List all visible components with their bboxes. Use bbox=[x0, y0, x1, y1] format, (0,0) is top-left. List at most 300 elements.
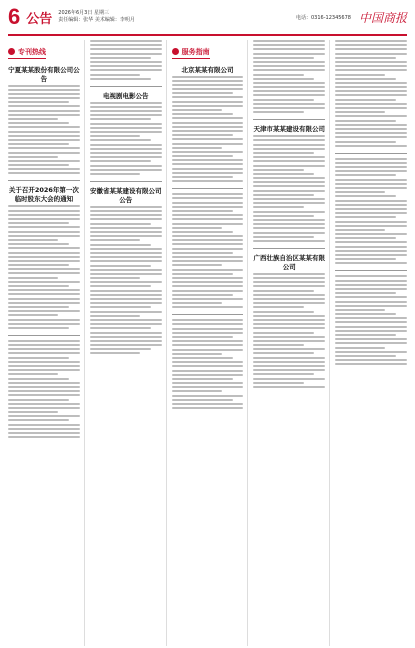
text-line bbox=[335, 90, 407, 92]
text-line bbox=[90, 252, 162, 254]
text-line bbox=[90, 127, 162, 129]
notice-title: 广西壮族自治区某某有限公司 bbox=[253, 253, 326, 271]
text-line bbox=[90, 118, 151, 120]
text-line bbox=[172, 218, 244, 220]
text-line bbox=[335, 120, 396, 122]
text-line bbox=[172, 92, 233, 94]
text-line bbox=[172, 328, 244, 330]
text-line bbox=[90, 123, 162, 125]
text-line bbox=[8, 160, 80, 162]
text-line bbox=[90, 306, 151, 308]
text-line bbox=[253, 152, 314, 154]
text-line bbox=[253, 198, 325, 200]
text-line bbox=[90, 273, 162, 275]
text-line bbox=[335, 321, 407, 323]
text-line bbox=[172, 336, 233, 338]
notice-divider bbox=[172, 188, 244, 189]
text-line bbox=[172, 197, 244, 199]
text-line bbox=[253, 344, 303, 346]
text-line bbox=[253, 156, 325, 158]
text-line bbox=[8, 323, 80, 325]
text-line bbox=[335, 195, 396, 197]
text-line bbox=[90, 169, 162, 171]
text-line bbox=[8, 235, 80, 237]
text-line bbox=[8, 272, 80, 274]
text-line bbox=[335, 326, 407, 328]
text-line bbox=[253, 373, 314, 375]
text-line bbox=[335, 334, 396, 336]
notice-body bbox=[172, 76, 244, 183]
text-line bbox=[172, 214, 244, 216]
text-line bbox=[335, 212, 407, 214]
text-line bbox=[335, 241, 407, 243]
section-marker-icon bbox=[8, 48, 15, 55]
text-line bbox=[172, 357, 233, 359]
text-line bbox=[90, 69, 162, 71]
text-line bbox=[172, 277, 244, 279]
text-line bbox=[8, 289, 80, 291]
text-line bbox=[172, 155, 233, 157]
text-line bbox=[172, 340, 244, 342]
text-line bbox=[172, 395, 244, 397]
text-line bbox=[172, 172, 244, 174]
text-line bbox=[8, 264, 69, 266]
text-line bbox=[335, 57, 396, 59]
text-line bbox=[172, 168, 244, 170]
text-line bbox=[172, 378, 233, 380]
text-line bbox=[8, 428, 80, 430]
column-4 bbox=[253, 40, 330, 646]
notice-body bbox=[253, 135, 325, 242]
section-tag bbox=[8, 47, 46, 59]
text-line bbox=[8, 378, 69, 380]
text-line bbox=[335, 296, 407, 298]
text-line bbox=[253, 232, 325, 234]
text-line bbox=[172, 122, 244, 124]
text-line bbox=[8, 97, 80, 99]
masthead-logo: 中国商报 bbox=[358, 10, 407, 25]
text-line bbox=[335, 61, 407, 63]
text-line bbox=[8, 231, 80, 233]
text-line bbox=[8, 210, 80, 212]
text-line bbox=[90, 344, 162, 346]
text-line bbox=[172, 298, 244, 300]
text-line bbox=[253, 185, 325, 187]
text-line bbox=[8, 419, 69, 421]
text-line bbox=[253, 361, 325, 363]
text-line bbox=[90, 332, 162, 334]
text-line bbox=[253, 311, 314, 313]
text-line bbox=[335, 74, 385, 76]
text-line bbox=[90, 315, 140, 317]
text-line bbox=[8, 306, 69, 308]
text-line bbox=[335, 317, 407, 319]
text-line bbox=[172, 332, 244, 334]
text-line bbox=[90, 114, 162, 116]
text-line bbox=[335, 132, 407, 134]
text-line bbox=[335, 78, 396, 80]
text-line bbox=[172, 176, 233, 178]
text-line bbox=[335, 288, 407, 290]
text-line bbox=[335, 111, 385, 113]
text-line bbox=[90, 218, 162, 220]
text-line bbox=[253, 273, 325, 275]
text-line bbox=[90, 48, 162, 50]
text-line bbox=[253, 65, 325, 67]
text-line bbox=[172, 84, 244, 86]
text-line bbox=[8, 293, 80, 295]
text-line bbox=[335, 338, 407, 340]
text-line bbox=[253, 365, 325, 367]
text-line bbox=[253, 281, 325, 283]
text-line bbox=[253, 285, 325, 287]
text-line bbox=[8, 268, 80, 270]
text-line bbox=[253, 215, 314, 217]
text-line bbox=[335, 136, 407, 138]
text-line bbox=[8, 277, 58, 279]
text-line bbox=[172, 273, 233, 275]
notice-body bbox=[335, 275, 407, 365]
text-line bbox=[90, 348, 151, 350]
text-line bbox=[253, 236, 314, 238]
text-line bbox=[90, 235, 162, 237]
text-line bbox=[253, 160, 325, 162]
text-line bbox=[253, 82, 325, 84]
text-line bbox=[90, 74, 140, 76]
text-line bbox=[172, 361, 244, 363]
text-line bbox=[335, 262, 407, 264]
text-line bbox=[90, 290, 162, 292]
text-line bbox=[335, 233, 407, 235]
text-line bbox=[253, 107, 325, 109]
text-line bbox=[253, 219, 325, 221]
text-line bbox=[335, 216, 396, 218]
text-line bbox=[172, 109, 222, 111]
text-line bbox=[253, 169, 303, 171]
text-line bbox=[8, 357, 69, 359]
text-line bbox=[8, 256, 80, 258]
text-line bbox=[253, 165, 325, 167]
section-marker-icon bbox=[172, 48, 179, 55]
text-line bbox=[8, 386, 80, 388]
notice-body bbox=[335, 158, 407, 265]
text-line bbox=[253, 99, 314, 101]
notice-divider bbox=[253, 248, 325, 249]
notice-title: 安徽省某某建设有限公司公告 bbox=[89, 186, 162, 204]
notice-body bbox=[90, 206, 162, 355]
text-line bbox=[335, 174, 396, 176]
text-line bbox=[90, 294, 162, 296]
text-line bbox=[90, 214, 162, 216]
text-line bbox=[90, 285, 151, 287]
text-line bbox=[8, 390, 80, 392]
notice-divider bbox=[253, 119, 325, 120]
text-line bbox=[8, 369, 80, 371]
text-line bbox=[335, 170, 407, 172]
text-line bbox=[172, 227, 222, 229]
text-line bbox=[8, 298, 80, 300]
text-line bbox=[253, 94, 325, 96]
notice-divider bbox=[335, 153, 407, 154]
text-line bbox=[90, 152, 162, 154]
text-line bbox=[8, 352, 80, 354]
text-line bbox=[90, 165, 162, 167]
text-line bbox=[8, 344, 80, 346]
text-line bbox=[253, 111, 303, 113]
text-line bbox=[335, 200, 407, 202]
text-line bbox=[172, 130, 244, 132]
text-line bbox=[253, 348, 325, 350]
text-line bbox=[172, 180, 244, 182]
section-tag bbox=[172, 47, 210, 59]
text-line bbox=[253, 378, 325, 380]
text-line bbox=[90, 298, 162, 300]
text-line bbox=[90, 144, 162, 146]
text-line bbox=[253, 206, 303, 208]
text-line bbox=[172, 269, 244, 271]
text-line bbox=[253, 44, 325, 46]
text-line bbox=[253, 323, 325, 325]
text-line bbox=[172, 302, 222, 304]
text-line bbox=[8, 85, 80, 87]
text-line bbox=[90, 160, 151, 162]
text-line bbox=[90, 139, 151, 141]
notice-title: 关于召开2026年第一次临时股东大会的通知 bbox=[8, 186, 79, 204]
text-line bbox=[90, 156, 162, 158]
text-line bbox=[335, 330, 407, 332]
text-line bbox=[172, 403, 244, 405]
text-line bbox=[335, 246, 407, 248]
text-line bbox=[8, 118, 58, 120]
text-line bbox=[172, 353, 222, 355]
text-line bbox=[8, 135, 80, 137]
text-line bbox=[335, 359, 407, 361]
section-title: 公告 bbox=[26, 11, 53, 27]
text-line bbox=[335, 191, 385, 193]
text-line bbox=[8, 172, 80, 174]
notice-divider bbox=[90, 86, 162, 87]
text-line bbox=[172, 101, 244, 103]
text-line bbox=[90, 244, 151, 246]
column-2 bbox=[90, 40, 167, 646]
notice-title: 北京某某有限公司 bbox=[181, 65, 234, 74]
text-line bbox=[172, 248, 244, 250]
text-line bbox=[8, 302, 80, 304]
text-line bbox=[90, 44, 162, 46]
text-line bbox=[335, 301, 407, 303]
text-line bbox=[335, 82, 407, 84]
text-line bbox=[335, 69, 407, 71]
notice-title: 天津市某某建设有限公司 bbox=[253, 125, 326, 134]
text-line bbox=[8, 239, 58, 241]
text-line bbox=[8, 424, 80, 426]
text-line bbox=[253, 177, 325, 179]
notice-divider bbox=[172, 314, 244, 315]
text-line bbox=[90, 131, 162, 133]
text-line bbox=[172, 281, 244, 283]
text-line bbox=[90, 256, 162, 258]
text-line bbox=[335, 103, 407, 105]
text-line bbox=[335, 99, 396, 101]
text-line bbox=[8, 226, 80, 228]
notice-body bbox=[172, 319, 244, 409]
text-line bbox=[335, 363, 407, 365]
text-line bbox=[335, 225, 407, 227]
text-line bbox=[253, 135, 325, 137]
text-line bbox=[90, 65, 162, 67]
text-line bbox=[253, 144, 325, 146]
text-line bbox=[172, 117, 244, 119]
column-5 bbox=[335, 40, 407, 646]
text-line bbox=[8, 403, 80, 405]
text-line bbox=[8, 319, 80, 321]
text-line bbox=[253, 211, 325, 213]
text-line bbox=[90, 260, 162, 262]
text-line bbox=[253, 332, 314, 334]
text-line bbox=[172, 374, 244, 376]
text-line bbox=[335, 183, 407, 185]
text-line bbox=[90, 340, 162, 342]
contact-info: 电话：0316-12345678 bbox=[296, 14, 351, 21]
text-line bbox=[172, 80, 244, 82]
text-line bbox=[335, 53, 407, 55]
text-line bbox=[253, 357, 325, 359]
text-line bbox=[335, 254, 407, 256]
text-line bbox=[8, 407, 80, 409]
notice-divider bbox=[8, 335, 80, 336]
text-line bbox=[253, 202, 325, 204]
text-line bbox=[8, 314, 58, 316]
text-line bbox=[172, 235, 244, 237]
text-line bbox=[335, 292, 396, 294]
text-line bbox=[172, 96, 244, 98]
text-line bbox=[253, 327, 325, 329]
text-line bbox=[335, 309, 385, 311]
text-line bbox=[253, 40, 325, 42]
text-line bbox=[172, 390, 222, 392]
text-line bbox=[172, 239, 244, 241]
text-line bbox=[172, 243, 244, 245]
text-line bbox=[253, 90, 325, 92]
text-line bbox=[253, 86, 325, 88]
text-line bbox=[253, 315, 325, 317]
text-line bbox=[90, 40, 162, 42]
text-line bbox=[8, 218, 80, 220]
text-line bbox=[172, 290, 244, 292]
text-line bbox=[172, 143, 244, 145]
text-line bbox=[335, 179, 407, 181]
text-line bbox=[253, 340, 325, 342]
text-line bbox=[335, 40, 407, 42]
text-line bbox=[172, 382, 244, 384]
text-line bbox=[172, 138, 244, 140]
column-3 bbox=[172, 40, 249, 646]
notice-divider bbox=[8, 180, 80, 181]
text-line bbox=[90, 206, 162, 208]
text-line bbox=[172, 147, 222, 149]
text-line bbox=[172, 319, 244, 321]
text-line bbox=[335, 342, 407, 344]
text-line bbox=[8, 93, 80, 95]
text-line bbox=[253, 277, 325, 279]
text-line bbox=[90, 277, 140, 279]
text-line bbox=[8, 110, 80, 112]
text-line bbox=[335, 128, 407, 130]
text-line bbox=[8, 260, 80, 262]
text-line bbox=[253, 181, 325, 183]
text-line bbox=[8, 252, 80, 254]
text-line bbox=[335, 86, 407, 88]
text-line bbox=[335, 347, 385, 349]
text-line bbox=[335, 65, 407, 67]
text-line bbox=[172, 399, 233, 401]
text-line bbox=[172, 370, 244, 372]
text-line bbox=[253, 302, 325, 304]
text-line bbox=[253, 69, 325, 71]
text-line bbox=[172, 113, 233, 115]
text-line bbox=[335, 237, 396, 239]
notice-divider bbox=[90, 181, 162, 182]
text-line bbox=[8, 156, 58, 158]
text-line bbox=[172, 407, 244, 409]
text-line bbox=[172, 134, 233, 136]
text-line bbox=[8, 205, 80, 207]
text-line bbox=[335, 158, 407, 160]
text-line bbox=[335, 145, 407, 147]
text-line bbox=[253, 240, 325, 242]
text-line bbox=[90, 57, 151, 59]
text-line bbox=[335, 229, 385, 231]
text-line bbox=[172, 206, 244, 208]
text-line bbox=[172, 231, 233, 233]
text-line bbox=[8, 411, 58, 413]
text-line bbox=[172, 159, 244, 161]
text-line bbox=[335, 141, 396, 143]
text-line bbox=[172, 210, 233, 212]
text-line bbox=[8, 365, 80, 367]
text-line bbox=[8, 139, 80, 141]
text-line bbox=[335, 107, 407, 109]
page-number: 6 bbox=[8, 4, 21, 29]
text-line bbox=[8, 214, 80, 216]
text-line bbox=[253, 227, 325, 229]
text-line bbox=[335, 250, 407, 252]
text-line bbox=[8, 147, 80, 149]
notice-body bbox=[8, 85, 80, 175]
notice-body bbox=[8, 205, 80, 328]
text-line bbox=[8, 168, 80, 170]
text-line bbox=[172, 285, 244, 287]
text-line bbox=[8, 285, 69, 287]
text-line bbox=[172, 223, 244, 225]
text-line bbox=[90, 239, 140, 241]
text-line bbox=[8, 373, 58, 375]
text-line bbox=[253, 298, 325, 300]
text-line bbox=[253, 319, 325, 321]
section-tag-label: 服务指南 bbox=[181, 47, 210, 56]
text-line bbox=[335, 124, 407, 126]
text-line bbox=[90, 227, 162, 229]
text-line bbox=[8, 126, 80, 128]
text-line bbox=[335, 280, 407, 282]
text-line bbox=[335, 208, 407, 210]
text-line bbox=[90, 53, 162, 55]
text-line bbox=[8, 436, 80, 438]
text-line bbox=[172, 202, 244, 204]
text-line bbox=[253, 290, 314, 292]
text-line bbox=[90, 231, 162, 233]
text-line bbox=[253, 74, 303, 76]
